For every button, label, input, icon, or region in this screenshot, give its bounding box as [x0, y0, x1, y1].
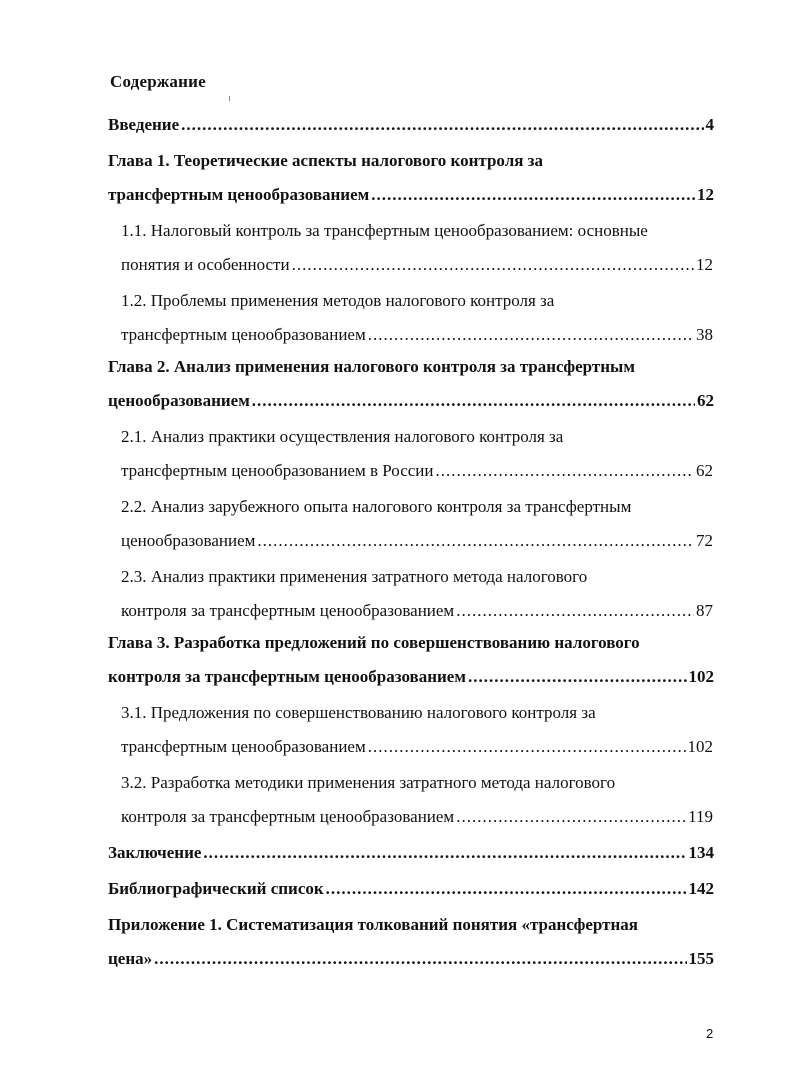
toc-entry-title-line: цена»	[108, 949, 153, 968]
toc-entry-title-line: ценообразованием	[108, 391, 250, 410]
dot-leader	[436, 454, 695, 488]
dot-leader	[203, 836, 686, 870]
toc-section-entry[interactable]	[121, 766, 713, 834]
toc-entry-title-line: трансфертным ценообразованием в России	[121, 461, 434, 480]
toc-entry-leader-row	[121, 730, 713, 764]
dot-leader	[292, 248, 694, 282]
toc-section-entry[interactable]	[121, 696, 713, 764]
toc-entry-title-line: Библиографический список	[108, 879, 324, 898]
toc-page-number: 62	[696, 461, 713, 480]
toc-entry-title-line: Глава 1. Теоретические аспекты налогового контроля за	[108, 151, 544, 170]
toc-entry-title-line: понятия и особенности	[121, 255, 290, 274]
toc-entry-title-line: трансфертным ценообразованием	[108, 185, 370, 204]
dot-leader	[252, 384, 695, 418]
toc-entry-leader-row	[121, 594, 713, 628]
page-number: 2	[706, 1026, 714, 1041]
toc-entry-leader-row	[108, 836, 714, 870]
toc-entry-leader-row	[121, 454, 713, 488]
toc-entry-title-line: контроля за трансфертным ценообразованием	[121, 601, 455, 620]
toc-entry-title-line: Введение	[108, 115, 180, 134]
toc-entry-title-line: контроля за трансфертным ценообразованием	[108, 667, 466, 686]
toc-entry-leader-row	[108, 942, 714, 976]
dot-leader	[371, 178, 695, 212]
dot-leader	[468, 660, 687, 694]
toc-page-number: 155	[688, 949, 714, 968]
toc-page-number: 12	[697, 185, 714, 204]
toc-section-entry[interactable]	[121, 214, 713, 282]
toc-page-number: 87	[696, 601, 713, 620]
toc-entry-title-line: Глава 3. Разработка предложений по совершенствованию налогового	[108, 633, 640, 652]
toc-entry-title-line: 2.1. Анализ практики осуществления налогового контроля за	[121, 427, 564, 446]
toc-page-number: 4	[705, 115, 714, 134]
toc-entry-leader-row	[108, 178, 714, 212]
toc-chapter-entry[interactable]	[108, 626, 714, 694]
toc-entry-title-line: трансфертным ценообразованием	[121, 737, 366, 756]
toc-entry-title-line: Приложение 1. Систематизация толкований понятия «трансфертная	[108, 915, 638, 934]
toc-entry-leader-row	[108, 660, 714, 694]
dot-leader	[181, 108, 703, 142]
toc-entry-title-line: 2.3. Анализ практики применения затратного метода налогового	[121, 567, 588, 586]
toc-page-number: 12	[696, 255, 713, 274]
toc-page-number: 62	[697, 391, 714, 410]
toc-page-number: 142	[688, 879, 714, 898]
toc-page-number: 134	[688, 843, 714, 862]
toc-entry-title-line: трансфертным ценообразованием	[121, 325, 366, 344]
toc-chapter-entry[interactable]	[108, 108, 714, 142]
toc-entry-title-line: контроля за трансфертным ценообразованием	[121, 807, 455, 826]
scan-speck	[229, 96, 230, 101]
toc-section-entry[interactable]	[121, 284, 713, 352]
dot-leader	[368, 730, 686, 764]
toc-page-number: 38	[696, 325, 713, 344]
toc-entry-leader-row	[121, 248, 713, 282]
toc-chapter-entry[interactable]	[108, 872, 714, 906]
toc-entry-title-line: Глава 2. Анализ применения налогового контроля за трансфертным	[108, 357, 635, 376]
toc-entry-title-line: 3.2. Разработка методики применения затратного метода налогового	[121, 773, 616, 792]
toc-chapter-entry[interactable]	[108, 144, 714, 212]
toc-chapter-entry[interactable]	[108, 908, 714, 976]
dot-leader	[154, 942, 686, 976]
toc-chapter-entry[interactable]	[108, 836, 714, 870]
toc-entry-leader-row	[121, 800, 713, 834]
toc-entry-title-line: 3.1. Предложения по совершенствованию налогового контроля за	[121, 703, 596, 722]
dot-leader	[326, 872, 687, 906]
dot-leader	[456, 800, 686, 834]
toc-entry-leader-row	[108, 384, 714, 418]
dot-leader	[257, 524, 694, 558]
toc-page-number: 102	[687, 737, 713, 756]
toc-entry-title-line: ценообразованием	[121, 531, 256, 550]
toc-page-number: 119	[688, 807, 713, 826]
toc-entry-title-line: 1.1. Налоговый контроль за трансфертным ценообразованием: основные	[121, 221, 648, 240]
toc-section-entry[interactable]	[121, 420, 713, 488]
toc-section-entry[interactable]	[121, 490, 713, 558]
dot-leader	[368, 318, 694, 352]
toc-entry-title-line: Заключение	[108, 843, 202, 862]
toc-entry-title-line: 2.2. Анализ зарубежного опыта налогового контроля за трансфертным	[121, 497, 632, 516]
toc-chapter-entry[interactable]	[108, 350, 714, 418]
toc-entry-leader-row	[121, 318, 713, 352]
dot-leader	[456, 594, 694, 628]
toc-page-number: 102	[688, 667, 714, 686]
toc-page-number: 72	[696, 531, 713, 550]
toc-section-entry[interactable]	[121, 560, 713, 628]
toc-heading: Содержание	[110, 72, 206, 91]
toc-entry-leader-row	[121, 524, 713, 558]
toc-entry-leader-row	[108, 108, 714, 142]
toc-entry-title-line: 1.2. Проблемы применения методов налогового контроля за	[121, 291, 555, 310]
toc-entry-leader-row	[108, 872, 714, 906]
